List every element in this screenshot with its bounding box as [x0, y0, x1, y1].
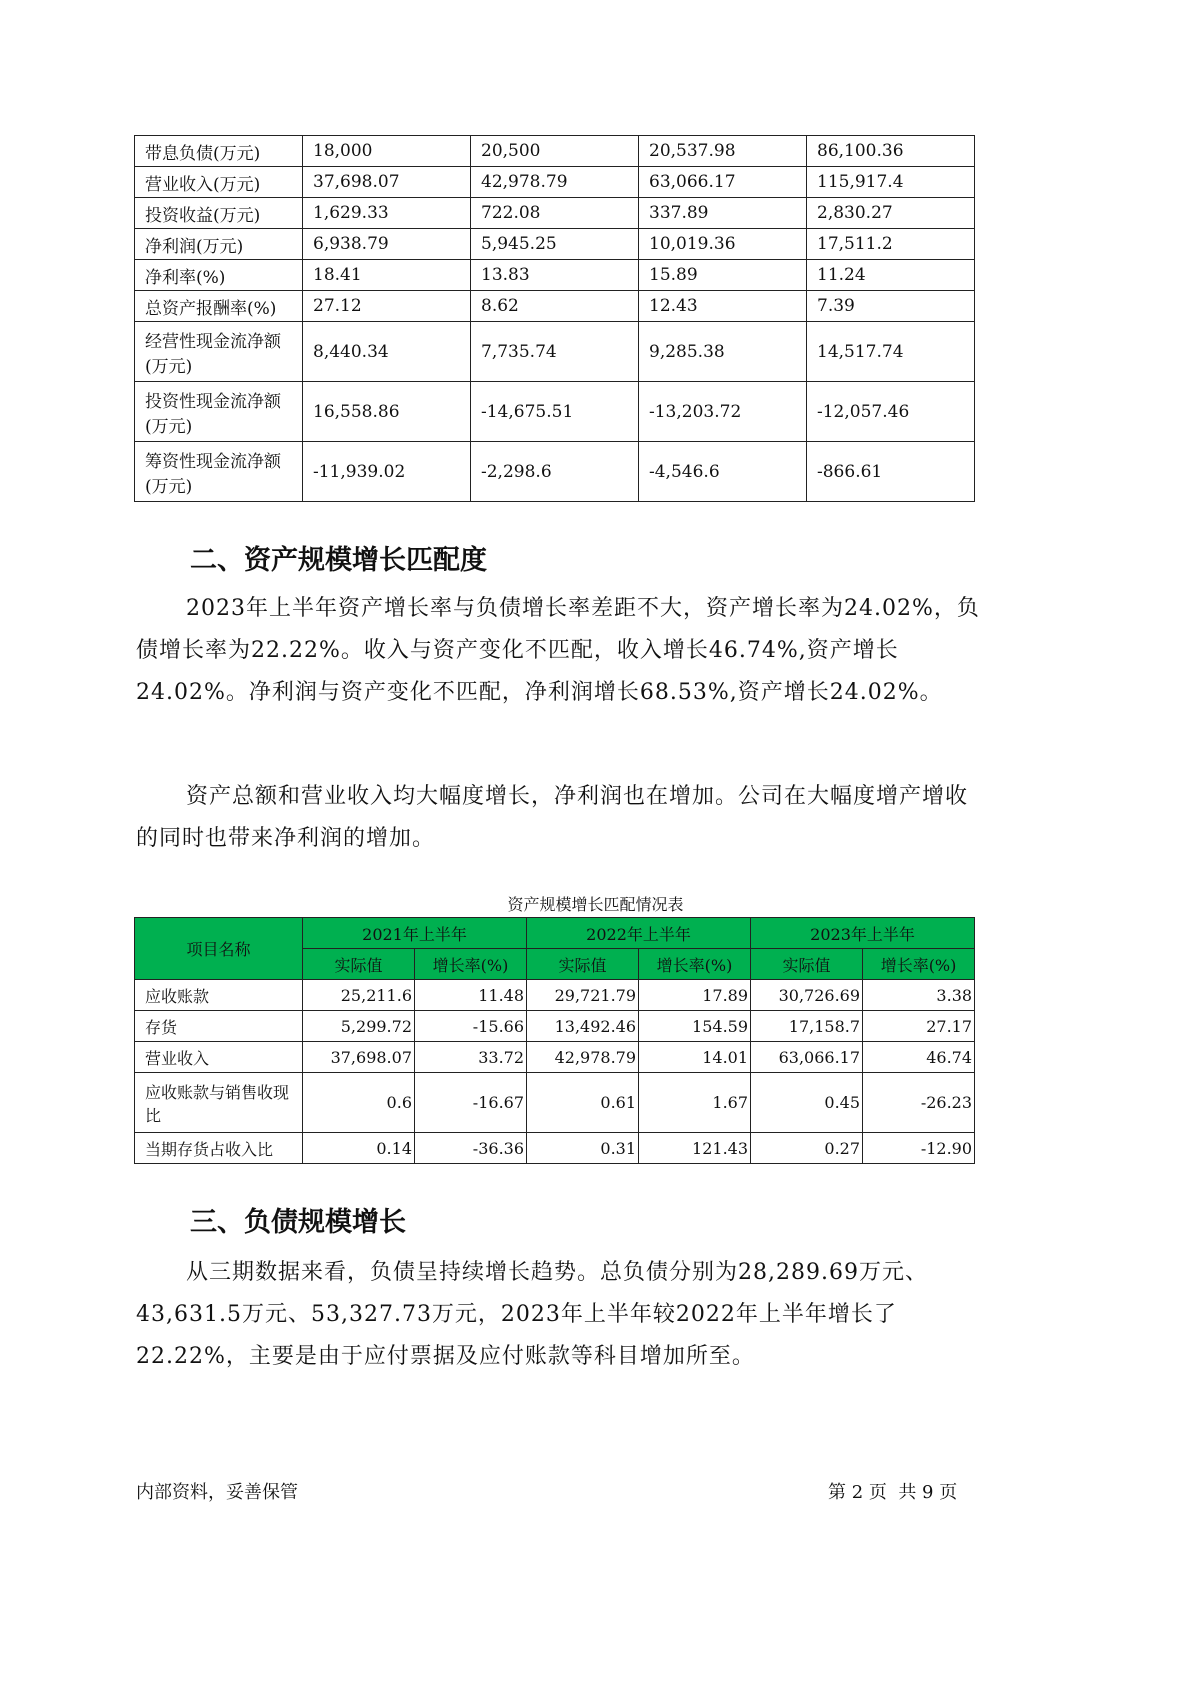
cell-value: 115,917.4 [807, 167, 975, 198]
cell-value: 16,558.86 [303, 382, 471, 442]
table-row [135, 229, 975, 260]
table-row [135, 198, 975, 229]
row-label: 经营性现金流净额(万元) [135, 322, 303, 382]
cell-value: 13,492.46 [527, 1011, 639, 1042]
paragraph: 资产总额和营业收入均大幅度增长，净利润也在增加。公司在大幅度增产增收的同时也带来净利润的增加。 [136, 784, 969, 851]
table-row [135, 322, 975, 382]
cell-value: 121.43 [639, 1133, 751, 1164]
cell-value: 0.27 [751, 1133, 863, 1164]
cell-value: 6,938.79 [303, 229, 471, 260]
table-row [135, 260, 975, 291]
table-row [135, 442, 975, 502]
cell-value: 1,629.33 [303, 198, 471, 229]
header-actual: 实际值 [751, 949, 863, 980]
row-label: 应收账款与销售收现比 [135, 1073, 303, 1133]
row-label: 净利润(万元) [135, 229, 303, 260]
table-caption: 资产规模增长匹配情况表 [507, 895, 684, 914]
page-number: 第 2 页 共 9 页 [828, 1482, 958, 1503]
cell-value: 17.89 [639, 980, 751, 1011]
row-label: 筹资性现金流净额(万元) [135, 442, 303, 502]
cell-value: 29,721.79 [527, 980, 639, 1011]
cell-value: 15.89 [639, 260, 807, 291]
cell-value: -13,203.72 [639, 382, 807, 442]
cell-value: 0.6 [303, 1073, 415, 1133]
cell-value: 8.62 [471, 291, 639, 322]
table-row [135, 1011, 975, 1042]
cell-value: -4,546.6 [639, 442, 807, 502]
table-row [135, 382, 975, 442]
cell-value: -11,939.02 [303, 442, 471, 502]
cell-value: 14.01 [639, 1042, 751, 1073]
row-label: 存货 [135, 1011, 303, 1042]
cell-value: 12.43 [639, 291, 807, 322]
header-period: 2023年上半年 [751, 918, 975, 949]
cell-value: -16.67 [415, 1073, 527, 1133]
table-row [135, 291, 975, 322]
row-label: 净利率(%) [135, 260, 303, 291]
cell-value: 17,158.7 [751, 1011, 863, 1042]
cell-value: 20,500 [471, 136, 639, 167]
cell-value: 7.39 [807, 291, 975, 322]
cell-value: 18,000 [303, 136, 471, 167]
row-label: 带息负债(万元) [135, 136, 303, 167]
footer-note: 内部资料，妥善保管 [136, 1482, 298, 1503]
header-item-name: 项目名称 [135, 918, 303, 980]
row-label: 总资产报酬率(%) [135, 291, 303, 322]
cell-value: 42,978.79 [527, 1042, 639, 1073]
cell-value: 0.45 [751, 1073, 863, 1133]
table-row [135, 980, 975, 1011]
cell-value: 13.83 [471, 260, 639, 291]
cell-value: 5,945.25 [471, 229, 639, 260]
table-row [135, 1042, 975, 1073]
table-row [135, 1073, 975, 1133]
cell-value: -866.61 [807, 442, 975, 502]
cell-value: -15.66 [415, 1011, 527, 1042]
cell-value: -14,675.51 [471, 382, 639, 442]
cell-value: 3.38 [863, 980, 975, 1011]
cell-value: -12.90 [863, 1133, 975, 1164]
row-label: 应收账款 [135, 980, 303, 1011]
cell-value: 20,537.98 [639, 136, 807, 167]
cell-value: -26.23 [863, 1073, 975, 1133]
header-actual: 实际值 [527, 949, 639, 980]
cell-value: 86,100.36 [807, 136, 975, 167]
cell-value: 37,698.07 [303, 1042, 415, 1073]
cell-value: 42,978.79 [471, 167, 639, 198]
paragraph: 从三期数据来看，负债呈持续增长趋势。总负债分别为28,289.69万元、43,631.5万元、53,327.73万元，2023年上半年较2022年上半年增长了22.22%，主要是由于应付票据及应付账款等科目增加所至。 [136, 1260, 928, 1369]
header-period: 2021年上半年 [303, 918, 527, 949]
cell-value: 2,830.27 [807, 198, 975, 229]
cell-value: 37,698.07 [303, 167, 471, 198]
cell-value: 11.48 [415, 980, 527, 1011]
table-row [135, 136, 975, 167]
header-actual: 实际值 [303, 949, 415, 980]
cell-value: 14,517.74 [807, 322, 975, 382]
cell-value: 25,211.6 [303, 980, 415, 1011]
cell-value: 0.61 [527, 1073, 639, 1133]
cell-value: 7,735.74 [471, 322, 639, 382]
cell-value: -2,298.6 [471, 442, 639, 502]
cell-value: 11.24 [807, 260, 975, 291]
asset-growth-table [134, 917, 975, 1164]
row-label: 营业收入 [135, 1042, 303, 1073]
paragraph: 2023年上半年资产增长率与负债增长率差距不大，资产增长率为24.02%，负债增长率为22.22%。收入与资产变化不匹配，收入增长46.74%,资产增长24.02%。净利润与资产变化不匹配，净利润增长68.53%,资产增长24.02%。 [136, 596, 980, 705]
cell-value: 0.14 [303, 1133, 415, 1164]
cell-value: 46.74 [863, 1042, 975, 1073]
cell-value: 0.31 [527, 1133, 639, 1164]
header-growth: 增长率(%) [415, 949, 527, 980]
header-period: 2022年上半年 [527, 918, 751, 949]
cell-value: -36.36 [415, 1133, 527, 1164]
financial-table [134, 135, 975, 502]
cell-value: 722.08 [471, 198, 639, 229]
cell-value: 337.89 [639, 198, 807, 229]
cell-value: 9,285.38 [639, 322, 807, 382]
cell-value: 5,299.72 [303, 1011, 415, 1042]
row-label: 投资收益(万元) [135, 198, 303, 229]
section-heading: 二、资产规模增长匹配度 [190, 545, 487, 576]
row-label: 投资性现金流净额(万元) [135, 382, 303, 442]
header-growth: 增长率(%) [639, 949, 751, 980]
cell-value: 33.72 [415, 1042, 527, 1073]
cell-value: 154.59 [639, 1011, 751, 1042]
cell-value: 63,066.17 [639, 167, 807, 198]
cell-value: 63,066.17 [751, 1042, 863, 1073]
cell-value: -12,057.46 [807, 382, 975, 442]
table-row [135, 167, 975, 198]
row-label: 营业收入(万元) [135, 167, 303, 198]
cell-value: 8,440.34 [303, 322, 471, 382]
cell-value: 10,019.36 [639, 229, 807, 260]
cell-value: 17,511.2 [807, 229, 975, 260]
cell-value: 1.67 [639, 1073, 751, 1133]
cell-value: 27.12 [303, 291, 471, 322]
cell-value: 18.41 [303, 260, 471, 291]
table-row [135, 1133, 975, 1164]
header-growth: 增长率(%) [863, 949, 975, 980]
row-label: 当期存货占收入比 [135, 1133, 303, 1164]
cell-value: 30,726.69 [751, 980, 863, 1011]
cell-value: 27.17 [863, 1011, 975, 1042]
section-heading: 三、负债规模增长 [190, 1207, 406, 1238]
